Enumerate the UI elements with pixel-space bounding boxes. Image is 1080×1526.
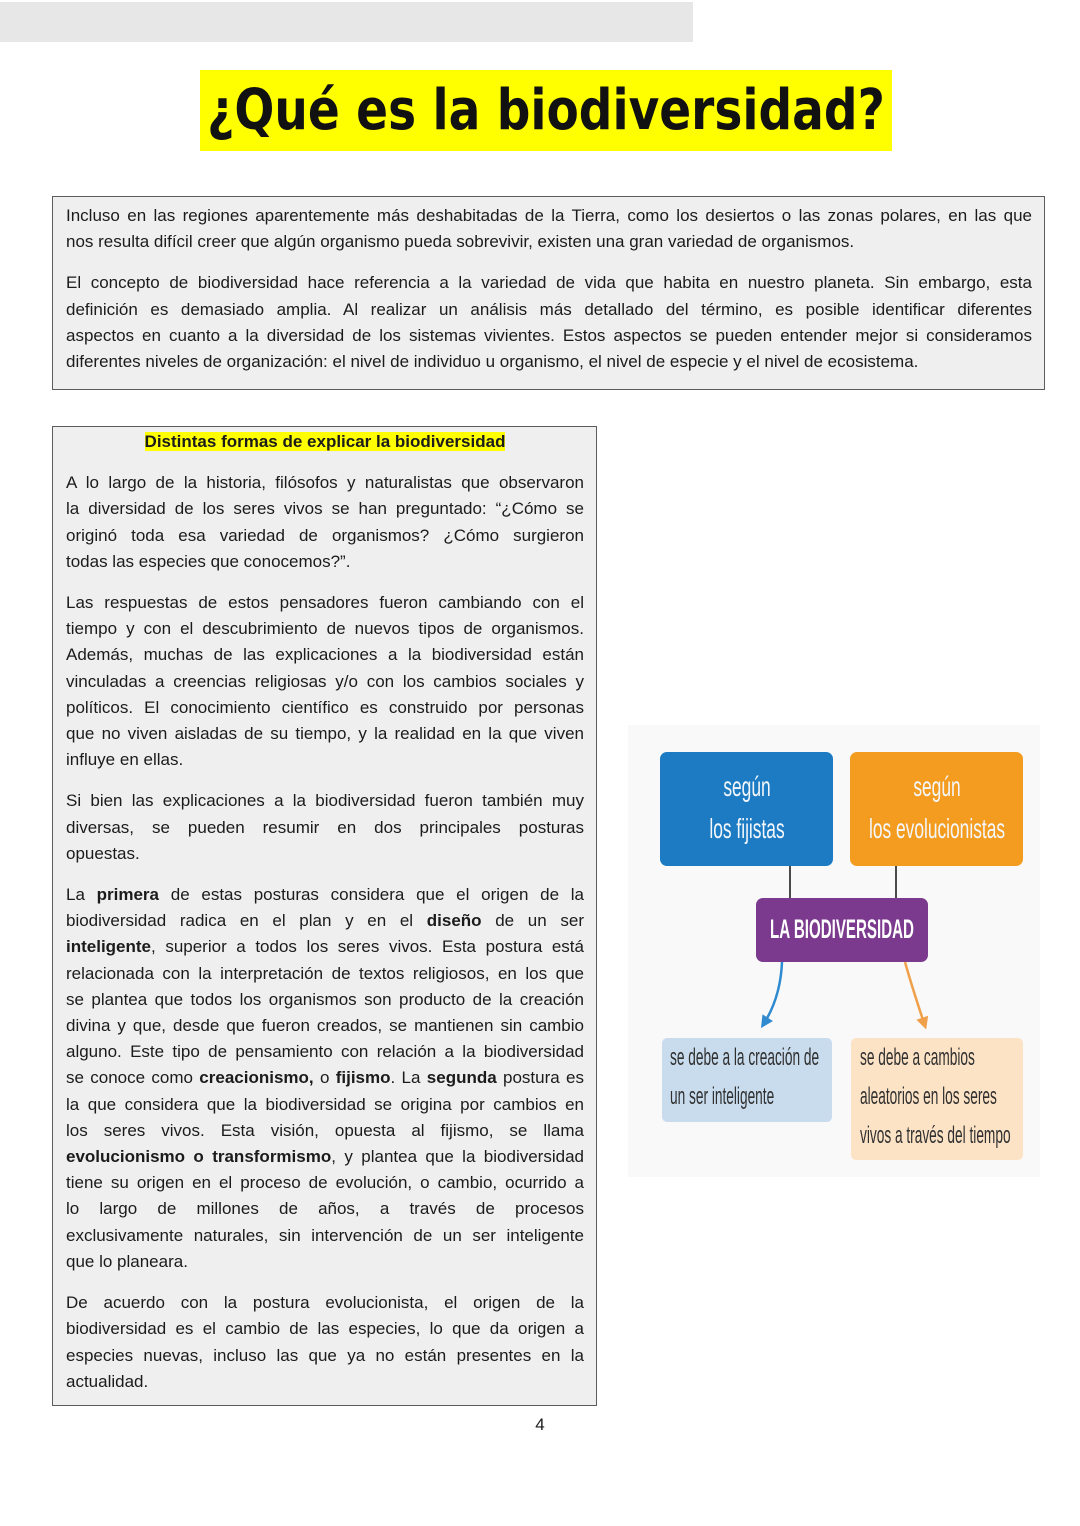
text-line: definición es demasiado amplia. Al realizar un análisis más detallado del término, es posible identificar diferentes <box>66 299 1032 319</box>
page-number: 4 <box>535 1415 545 1434</box>
text-line: alguno. Este tipo de pensamiento con relación a la biodiversidad <box>66 1042 584 1062</box>
text-line: todas las especies que conocemos?”. <box>66 551 351 571</box>
node-cambios-line: se debe a cambios <box>860 1044 975 1071</box>
bold-term: fijismo <box>335 1068 391 1088</box>
text-line: tiene su origen en el proceso de evolución, o cambio, ocurrido a <box>66 1173 584 1193</box>
text-line: El concepto de biodiversidad hace referencia a la variedad de vida que habita en nuestro planeta. Sin embargo, esta <box>66 273 1032 293</box>
arrow-to-cambios <box>905 962 925 1026</box>
text-segment: , superior a todos los seres vivos. Esta postura está <box>151 937 584 957</box>
bold-term: diseño <box>426 911 482 931</box>
node-creacion <box>662 1038 832 1122</box>
text-line: Si bien las explicaciones a la biodiversidad fueron también muy <box>66 791 584 811</box>
text-line: opuestas. <box>66 843 140 863</box>
text-line: diversas, se pueden resumir en dos principales posturas <box>66 817 584 837</box>
text-line: divina y que, desde que fueron creados, se mantienen sin cambio <box>66 1016 584 1036</box>
text-segment: . La <box>390 1068 427 1088</box>
text-line <box>66 934 584 960</box>
text-line <box>66 908 584 934</box>
title-highlight <box>200 70 892 151</box>
paragraph <box>66 203 1032 255</box>
text-line: aspectos en cuanto a la diversidad de los sistemas vivientes. Estos aspectos se pueden entender mejor si consideramos <box>66 325 1032 345</box>
text-line: influye en ellas. <box>66 750 184 770</box>
text-line: diferentes niveles de organización: el nivel de individuo u organismo, el nivel de especie y el nivel de ecosistema. <box>66 352 919 372</box>
text-line: De acuerdo con la postura evolucionista, el origen de la <box>66 1293 584 1313</box>
node-biodiversidad-label: LA BIODIVERSIDAD <box>770 914 914 944</box>
text-line: la diversidad de los seres vivos se han preguntado: “¿Cómo se <box>66 499 584 519</box>
text-segment: de un ser <box>481 911 585 931</box>
node-fijistas-line: según <box>722 771 771 802</box>
text-line: Además, muchas de las explicaciones a la biodiversidad están <box>66 645 584 665</box>
text-line <box>66 1065 584 1091</box>
text-line: tiempo y con el descubrimiento de nuevos tipos de organismos. <box>66 619 584 639</box>
text-line: lo largo de millones de años, a través de procesos <box>66 1199 584 1219</box>
text-line: originó toda esa variedad de organismos? ¿Cómo surgieron <box>66 525 584 545</box>
text-line: se plantea que todos los organismos son producto de la creación <box>66 989 584 1009</box>
text-line: especies nuevas, incluso las que ya no están presentes en la <box>66 1345 584 1365</box>
bold-term: segunda <box>426 1068 497 1088</box>
node-creacion-line: un ser inteligente <box>670 1083 775 1110</box>
text-segment: La <box>66 885 97 905</box>
text-line: A lo largo de la historia, filósofos y naturalistas que observaron <box>66 473 584 493</box>
paragraph <box>66 590 584 773</box>
text-segment: se conoce como <box>66 1068 200 1088</box>
text-line: la que considera que la biodiversidad se origina por cambios en <box>66 1094 584 1114</box>
concept-map <box>628 725 1040 1177</box>
page-title: ¿Qué es la biodiversidad? <box>207 77 885 143</box>
text-line <box>66 882 584 908</box>
text-line: relacionada con la interpretación de textos religiosos, en los que <box>66 963 584 983</box>
paragraph <box>66 470 584 575</box>
bold-term: primera <box>96 885 160 905</box>
text-segment: biodiversidad radica en el plan y en el <box>66 911 427 931</box>
text-line: actualidad. <box>66 1371 149 1391</box>
text-line: Incluso en las regiones aparentemente más deshabitadas de la Tierra, como los desiertos o las zonas polares, en las que <box>66 206 1032 225</box>
text-segment: , y plantea que la biodiversidad <box>331 1147 584 1167</box>
bold-term: inteligente <box>66 937 152 957</box>
paragraph <box>66 788 584 867</box>
text-line: biodiversidad es el cambio de las especies, lo que da origen a <box>66 1319 584 1339</box>
text-line: que lo planeara. <box>66 1251 188 1271</box>
paragraph <box>66 882 584 1275</box>
node-cambios-line: aleatorios en los seres <box>860 1083 997 1110</box>
node-cambios-line: vivos a través del tiempo <box>860 1122 1011 1149</box>
text-line <box>66 1144 584 1170</box>
bold-term: evolucionismo o transformismo <box>66 1147 332 1167</box>
node-evolucionistas <box>850 752 1023 866</box>
paragraph <box>66 1290 584 1395</box>
bold-term: creacionismo, <box>199 1068 314 1088</box>
node-biodiversidad <box>756 898 928 962</box>
node-evolucionistas-line: los evolucionistas <box>868 813 1005 844</box>
node-evolucionistas-line: según <box>912 771 961 802</box>
section-heading <box>66 429 584 455</box>
text-line: políticos. El conocimiento científico es construido por personas <box>66 697 584 717</box>
node-fijistas <box>660 752 833 866</box>
node-fijistas-line: los fijistas <box>708 813 785 844</box>
text-segment: postura es <box>496 1068 584 1088</box>
text-line: nos resulta difícil creer que algún organismo pueda sobrevivir, existen una gran variedad de organismos. <box>66 232 855 252</box>
node-cambios <box>851 1038 1023 1160</box>
top-bar <box>0 2 693 42</box>
text-segment: de estas posturas considera que el origen de la <box>159 885 584 905</box>
text-line: vinculadas a creencias religiosas y/o con los cambios sociales y <box>66 671 584 691</box>
text-line: que no viven aisladas de su tiempo, y la realidad en la que viven <box>66 724 584 744</box>
explanations-box <box>52 426 597 1406</box>
section-heading-text: Distintas formas de explicar la biodiversidad <box>144 432 506 451</box>
text-line: los seres vivos. Esta visión, opuesta al fijismo, se llama <box>66 1120 584 1140</box>
arrow-to-creacion <box>763 962 782 1025</box>
text-segment: o <box>313 1068 336 1088</box>
intro-box <box>52 196 1045 390</box>
text-line: exclusivamente naturales, sin intervención de un ser inteligente <box>66 1225 584 1245</box>
text-line: Las respuestas de estos pensadores fueron cambiando con el <box>66 593 584 613</box>
node-creacion-line: se debe a la creación de <box>670 1044 820 1071</box>
paragraph <box>66 270 1032 375</box>
